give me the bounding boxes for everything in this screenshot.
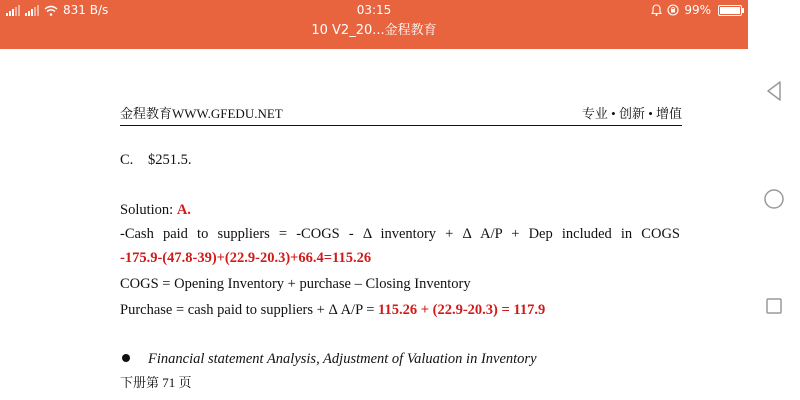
- battery-fill: [720, 7, 740, 14]
- battery-icon: [718, 5, 742, 16]
- solution-answer: A.: [176, 202, 191, 218]
- top-bar: [0, 0, 748, 49]
- purchase-result: 115.26 + (22.9-20.3) = 117.9: [378, 302, 546, 318]
- home-button[interactable]: [761, 186, 787, 212]
- option-c: [120, 150, 680, 170]
- back-icon: [764, 80, 784, 102]
- navigation-bar: [748, 0, 800, 400]
- document-title[interactable]: 10 V2_20...金程教育: [311, 23, 437, 38]
- purchase-text: Purchase = cash paid to suppliers + Δ A/P =: [120, 302, 379, 318]
- bullet-text: Financial statement Analysis, Adjustment of Valuation in Inventory: [148, 351, 537, 367]
- option-letter: C.: [120, 152, 134, 168]
- bullet-item: [120, 349, 680, 369]
- battery-percent: 99%: [684, 3, 711, 17]
- status-time: 03:15: [356, 3, 392, 17]
- header-divider: [120, 125, 682, 126]
- cash-paid-line: -Cash paid to suppliers = -COGS - Δ inventory + Δ A/P + Dep included in COGS: [120, 226, 680, 242]
- document-page[interactable]: [0, 49, 748, 400]
- formula-line: -175.9-(47.8-39)+(22.9-20.3)+66.4=115.26: [120, 250, 372, 266]
- page-header: [120, 104, 682, 124]
- recent-apps-button[interactable]: [761, 293, 787, 319]
- recent-apps-icon: [765, 297, 783, 315]
- header-right: 专业 • 创新 • 增值: [581, 106, 682, 121]
- page-footer: 下册第 71 页: [120, 375, 192, 390]
- alarm-icon: [651, 4, 662, 16]
- rotation-lock-icon: [667, 4, 679, 16]
- status-right: [651, 0, 742, 20]
- header-left: 金程教育WWW.GFEDU.NET: [120, 106, 283, 121]
- home-icon: [763, 188, 785, 210]
- back-button[interactable]: [761, 78, 787, 104]
- cogs-line: COGS = Opening Inventory + purchase – Closing Inventory: [120, 276, 471, 292]
- bullet-icon: [122, 354, 130, 362]
- option-value: $251.5.: [148, 152, 192, 168]
- solution-line: [120, 200, 680, 220]
- network-speed: 831 B/s: [63, 3, 109, 17]
- purchase-line: [120, 300, 680, 320]
- status-bar: [0, 0, 748, 20]
- solution-label: Solution:: [120, 202, 174, 218]
